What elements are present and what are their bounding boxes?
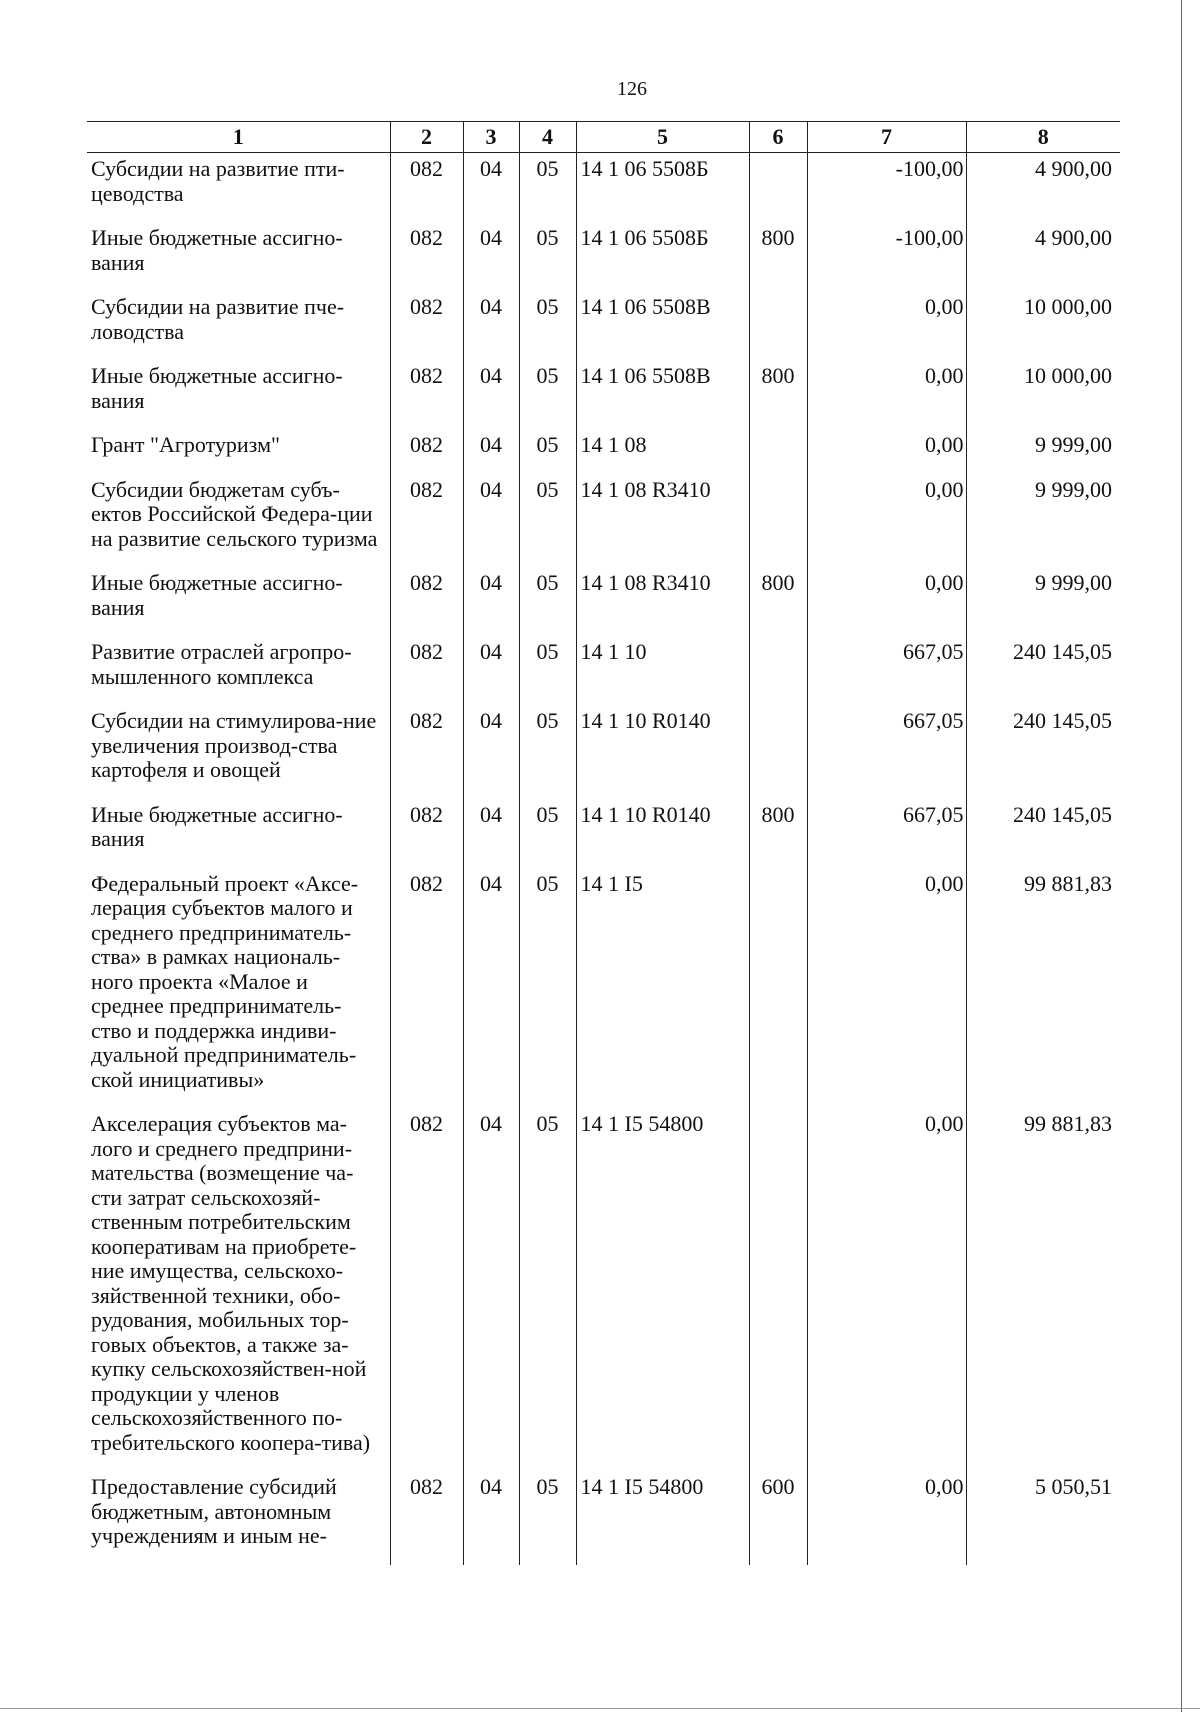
- table-row: [87, 360, 1120, 429]
- row-csr: 14 1 06 5508В: [576, 291, 749, 360]
- header-col-3: 3: [463, 122, 519, 153]
- row-name: Субсидии бюджетам субъ-ектов Российской Федера-ции на развитие сельского туризма: [87, 474, 390, 568]
- budget-table-container: [87, 121, 1120, 1574]
- table-row: [87, 868, 1120, 1109]
- row-gr: 082: [390, 799, 463, 868]
- row-csr: 14 1 08 R3410: [576, 474, 749, 568]
- row-name: Иные бюджетные ассигно-вания: [87, 567, 390, 636]
- row-pr: 05: [519, 429, 576, 474]
- row-total: 10 000,00: [966, 360, 1120, 429]
- table-row: [87, 222, 1120, 291]
- row-rz: 04: [463, 636, 519, 705]
- table-row: [87, 799, 1120, 868]
- row-vr: 800: [749, 799, 807, 868]
- row-vr: 800: [749, 567, 807, 636]
- row-csr: 14 1 08 R3410: [576, 567, 749, 636]
- row-gr: 082: [390, 1108, 463, 1471]
- row-gr: 082: [390, 474, 463, 568]
- row-total: 240 145,05: [966, 636, 1120, 705]
- row-change: 0,00: [807, 291, 966, 360]
- budget-table: [87, 121, 1120, 1565]
- row-name: Развитие отраслей агропро-мышленного комплекса: [87, 636, 390, 705]
- table-row: [87, 291, 1120, 360]
- row-rz: 04: [463, 291, 519, 360]
- scan-edge-bottom: [0, 1708, 1200, 1709]
- row-total: 10 000,00: [966, 291, 1120, 360]
- row-vr: [749, 705, 807, 799]
- row-total: 9 999,00: [966, 567, 1120, 636]
- row-pr: 05: [519, 1471, 576, 1565]
- row-name: Акселерация субъектов ма-лого и среднего предприни-мательства (возмещение ча-сти затрат сельскохозяй-ственным потребительским кооперативам на приобрете-ние имущества, сельскохо-зяйственной техники, обо-рудования, мобильных тор-говых объектов, а также за-купку сельскохозяйствен-ной продукции у членов сельскохозяйственного по-требительского коопера-тива): [87, 1108, 390, 1471]
- row-pr: 05: [519, 868, 576, 1109]
- row-change: 0,00: [807, 1471, 966, 1565]
- row-change: -100,00: [807, 153, 966, 223]
- row-gr: 082: [390, 291, 463, 360]
- row-change: 0,00: [807, 567, 966, 636]
- row-vr: [749, 868, 807, 1109]
- scan-edge-right: [1181, 0, 1182, 1712]
- row-total: 4 900,00: [966, 222, 1120, 291]
- row-name: Субсидии на развитие пти-цеводства: [87, 153, 390, 223]
- row-change: 0,00: [807, 474, 966, 568]
- row-rz: 04: [463, 868, 519, 1109]
- row-vr: 800: [749, 222, 807, 291]
- row-name: Грант "Агротуризм": [87, 429, 390, 474]
- page-number: 126: [617, 78, 647, 100]
- row-vr: [749, 291, 807, 360]
- row-vr: [749, 636, 807, 705]
- row-rz: 04: [463, 1471, 519, 1565]
- table-row: [87, 567, 1120, 636]
- header-col-7: 7: [807, 122, 966, 153]
- row-rz: 04: [463, 474, 519, 568]
- table-header-row: [87, 122, 1120, 153]
- row-name: Федеральный проект «Аксе-лерация субъектов малого и среднего предприниматель-ства» в рамках националь-ного проекта «Малое и среднее предприниматель-ство и поддержка индиви-дуальной предприниматель-ской инициативы»: [87, 868, 390, 1109]
- row-change: 667,05: [807, 705, 966, 799]
- row-csr: 14 1 10: [576, 636, 749, 705]
- table-row: [87, 474, 1120, 568]
- row-name: Иные бюджетные ассигно-вания: [87, 222, 390, 291]
- row-change: 667,05: [807, 636, 966, 705]
- row-pr: 05: [519, 291, 576, 360]
- row-name: Субсидии на развитие пче-ловодства: [87, 291, 390, 360]
- table-body: [87, 153, 1120, 1565]
- row-change: -100,00: [807, 222, 966, 291]
- row-vr: 600: [749, 1471, 807, 1565]
- row-change: 667,05: [807, 799, 966, 868]
- row-gr: 082: [390, 868, 463, 1109]
- row-change: 0,00: [807, 429, 966, 474]
- row-pr: 05: [519, 153, 576, 223]
- row-gr: 082: [390, 429, 463, 474]
- row-change: 0,00: [807, 360, 966, 429]
- row-csr: 14 1 06 5508Б: [576, 222, 749, 291]
- row-name: Предоставление субсидий бюджетным, автономным учреждениям и иным не-: [87, 1471, 390, 1565]
- row-rz: 04: [463, 222, 519, 291]
- row-pr: 05: [519, 360, 576, 429]
- row-vr: [749, 474, 807, 568]
- row-csr: 14 1 06 5508В: [576, 360, 749, 429]
- row-gr: 082: [390, 567, 463, 636]
- row-gr: 082: [390, 222, 463, 291]
- row-pr: 05: [519, 705, 576, 799]
- row-change: 0,00: [807, 868, 966, 1109]
- row-csr: 14 1 08: [576, 429, 749, 474]
- row-change: 0,00: [807, 1108, 966, 1471]
- header-col-5: 5: [576, 122, 749, 153]
- row-pr: 05: [519, 636, 576, 705]
- row-name: Субсидии на стимулирова-ние увеличения производ-ства картофеля и овощей: [87, 705, 390, 799]
- row-rz: 04: [463, 429, 519, 474]
- table-row: [87, 429, 1120, 474]
- row-csr: 14 1 10 R0140: [576, 799, 749, 868]
- table-row: [87, 705, 1120, 799]
- row-csr: 14 1 I5: [576, 868, 749, 1109]
- row-gr: 082: [390, 1471, 463, 1565]
- table-row: [87, 636, 1120, 705]
- row-rz: 04: [463, 153, 519, 223]
- row-pr: 05: [519, 799, 576, 868]
- row-rz: 04: [463, 705, 519, 799]
- row-gr: 082: [390, 705, 463, 799]
- row-rz: 04: [463, 799, 519, 868]
- table-row: [87, 1471, 1120, 1565]
- row-name: Иные бюджетные ассигно-вания: [87, 799, 390, 868]
- row-vr: 800: [749, 360, 807, 429]
- row-total: 9 999,00: [966, 429, 1120, 474]
- row-vr: [749, 153, 807, 223]
- header-col-8: 8: [966, 122, 1120, 153]
- header-col-6: 6: [749, 122, 807, 153]
- table-row: [87, 1108, 1120, 1471]
- row-vr: [749, 429, 807, 474]
- row-total: 5 050,51: [966, 1471, 1120, 1565]
- header-col-4: 4: [519, 122, 576, 153]
- row-rz: 04: [463, 567, 519, 636]
- header-col-2: 2: [390, 122, 463, 153]
- row-total: 99 881,83: [966, 868, 1120, 1109]
- row-gr: 082: [390, 153, 463, 223]
- row-total: 9 999,00: [966, 474, 1120, 568]
- header-col-1: 1: [87, 122, 390, 153]
- row-pr: 05: [519, 474, 576, 568]
- row-total: 240 145,05: [966, 799, 1120, 868]
- row-total: 240 145,05: [966, 705, 1120, 799]
- row-csr: 14 1 10 R0140: [576, 705, 749, 799]
- row-gr: 082: [390, 360, 463, 429]
- row-total: 99 881,83: [966, 1108, 1120, 1471]
- row-csr: 14 1 I5 54800: [576, 1108, 749, 1471]
- row-rz: 04: [463, 360, 519, 429]
- row-csr: 14 1 06 5508Б: [576, 153, 749, 223]
- row-pr: 05: [519, 1108, 576, 1471]
- row-rz: 04: [463, 1108, 519, 1471]
- row-name: Иные бюджетные ассигно-вания: [87, 360, 390, 429]
- row-csr: 14 1 I5 54800: [576, 1471, 749, 1565]
- row-pr: 05: [519, 567, 576, 636]
- row-pr: 05: [519, 222, 576, 291]
- table-row: [87, 153, 1120, 223]
- row-gr: 082: [390, 636, 463, 705]
- row-total: 4 900,00: [966, 153, 1120, 223]
- row-vr: [749, 1108, 807, 1471]
